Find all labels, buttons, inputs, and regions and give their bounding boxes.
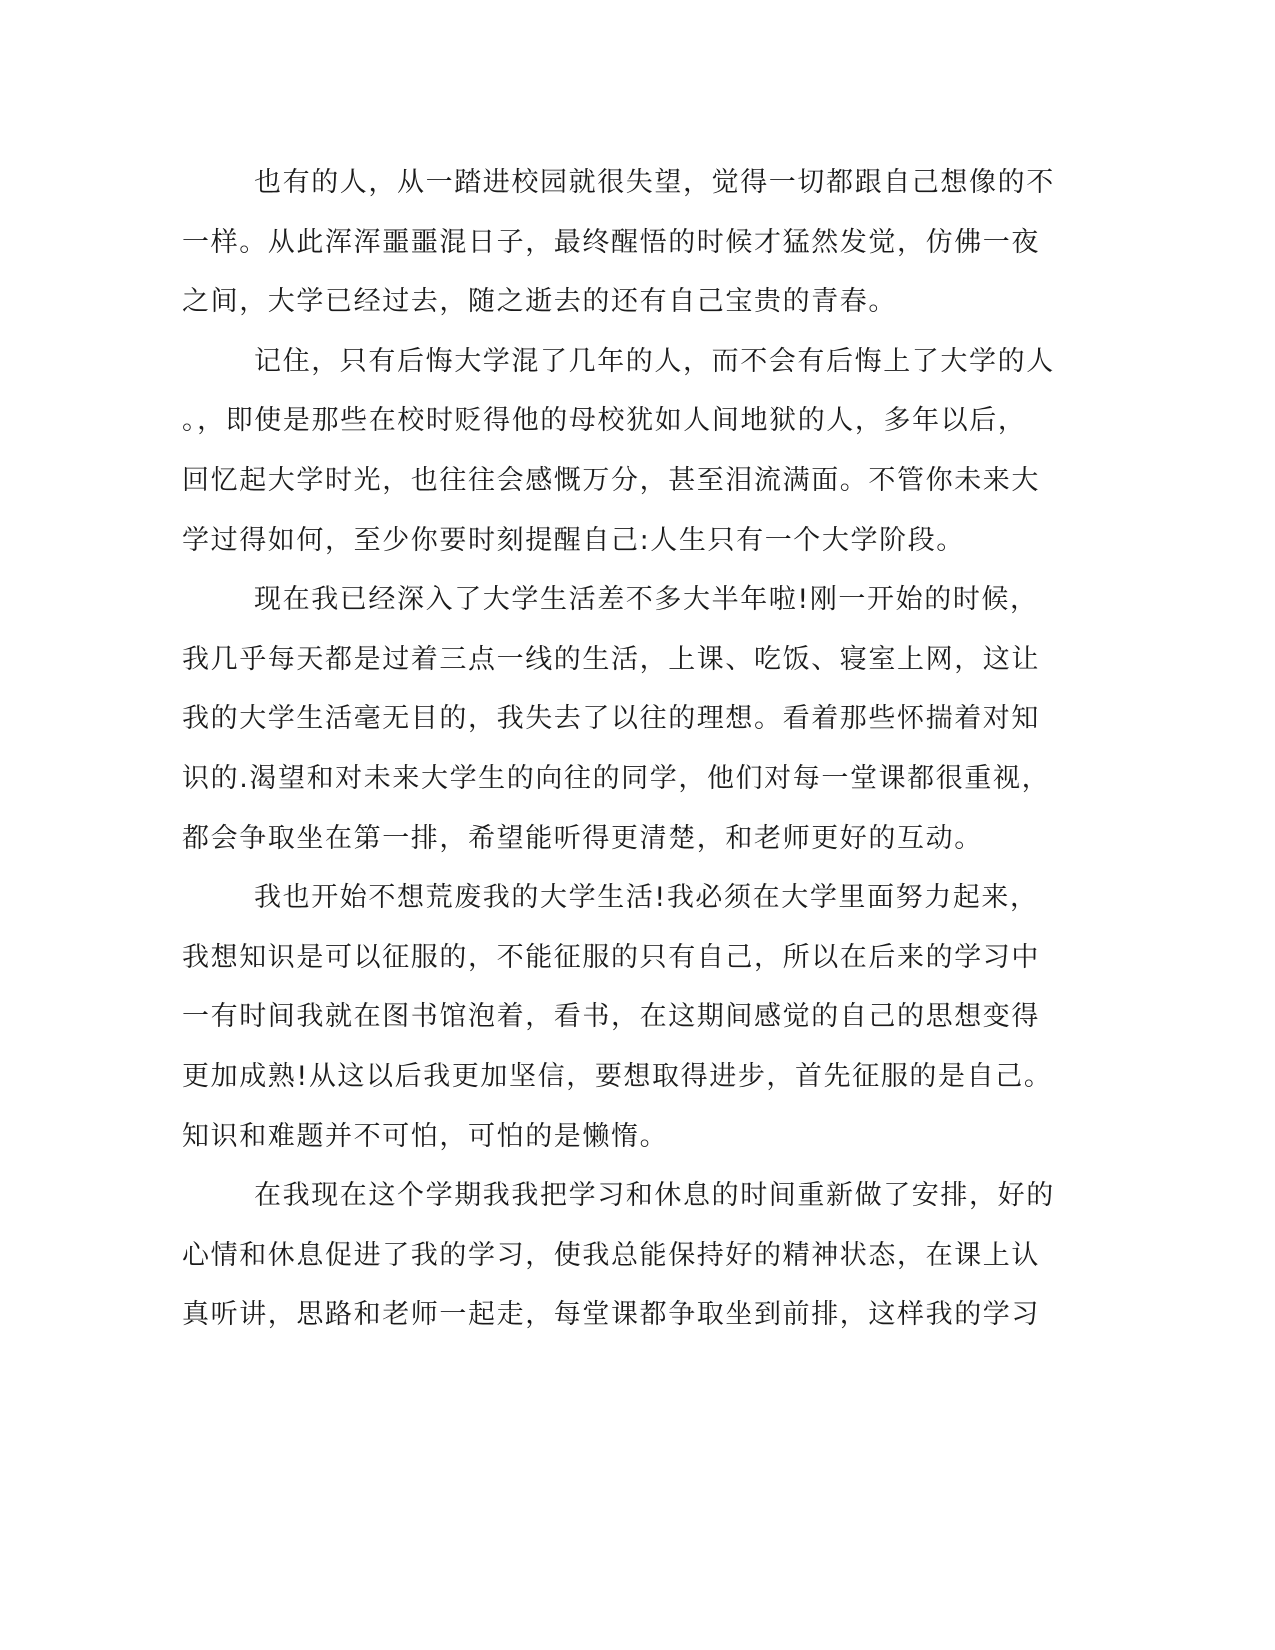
paragraph-2-line-1: 记住，只有后悔大学混了几年的人，而不会有后悔上了大学的人 (254, 345, 1055, 377)
paragraph-2-line-4: 学过得如何，至少你要时刻提醒自己:人生只有一个大学阶段。 (182, 524, 965, 556)
paragraph-2-line-3: 回忆起大学时光，也往往会感慨万分，甚至泪流满面。不管你未来大 (182, 464, 1040, 496)
paragraph-4-line-2: 我想知识是可以征服的，不能征服的只有自己，所以在后来的学习中 (182, 941, 1040, 973)
document-body (182, 153, 1055, 1345)
paragraph-1-line-2: 一样。从此浑浑噩噩混日子，最终醒悟的时候才猛然发觉，仿佛一夜 (182, 226, 1040, 258)
paragraph-3-line-5: 都会争取坐在第一排，希望能听得更清楚，和老师更好的互动。 (182, 822, 983, 854)
paragraph-5-line-1: 在我现在这个学期我我把学习和休息的时间重新做了安排，好的 (254, 1180, 1055, 1212)
paragraph-2-line-2: 。，即使是那些在校时贬得他的母校犹如人间地狱的人，多年以后， (182, 405, 1027, 437)
paragraph-5-line-2: 心情和休息促进了我的学习，使我总能保持好的精神状态，在课上认 (182, 1239, 1040, 1271)
paragraph-1-line-3: 之间，大学已经过去，随之逝去的还有自己宝贵的青春。 (182, 286, 897, 318)
paragraph-4-line-4: 更加成熟!从这以后我更加坚信，要想取得进步，首先征服的是自己。 (182, 1060, 1053, 1092)
paragraph-3-line-4: 识的.渴望和对未来大学生的向往的同学，他们对每一堂课都很重视， (182, 762, 1051, 794)
paragraph-3-line-2: 我几乎每天都是过着三点一线的生活，上课、吃饭、寝室上网，这让 (182, 643, 1040, 675)
paragraph-4-line-1: 我也开始不想荒废我的大学生活!我必须在大学里面努力起来， (254, 882, 1039, 914)
paragraph-4-line-3: 一有时间我就在图书馆泡着，看书，在这期间感觉的自己的思想变得 (182, 1001, 1040, 1033)
paragraph-3-line-1: 现在我已经深入了大学生活差不多大半年啦!刚一开始的时候， (254, 584, 1039, 616)
paragraph-5-line-3: 真听讲，思路和老师一起走，每堂课都争取坐到前排，这样我的学习 (182, 1299, 1040, 1331)
paragraph-3-line-3: 我的大学生活毫无目的，我失去了以往的理想。看着那些怀揣着对知 (182, 703, 1040, 735)
paragraph-1-line-1: 也有的人，从一踏进校园就很失望，觉得一切都跟自己想像的不 (254, 167, 1055, 198)
paragraph-4-line-5: 知识和难题并不可怕，可怕的是懒惰。 (182, 1120, 669, 1152)
